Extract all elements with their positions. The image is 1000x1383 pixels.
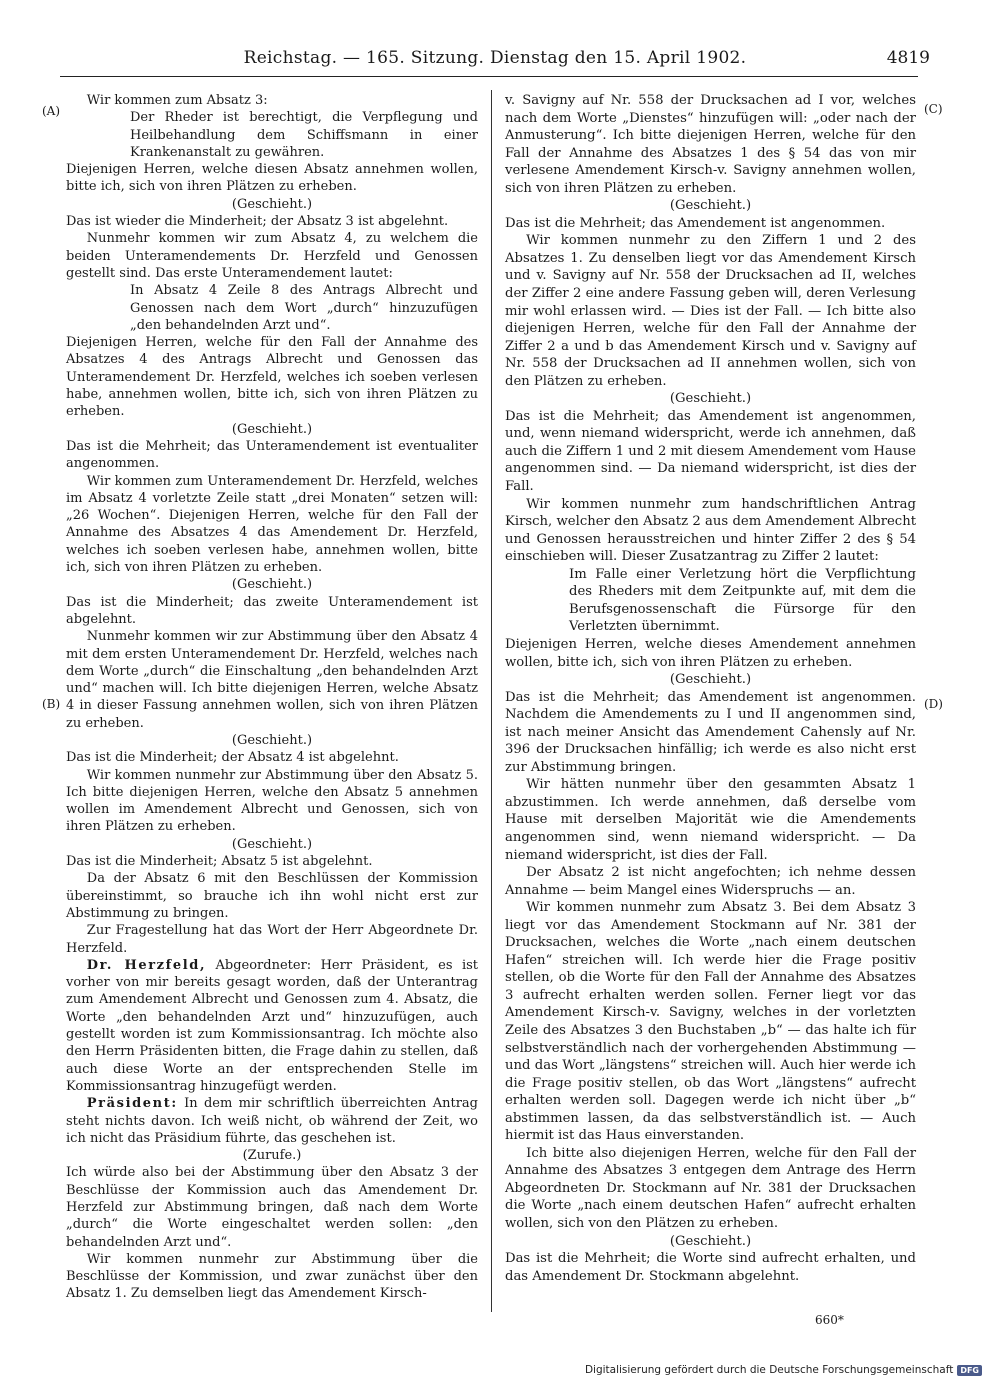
stage-direction: (Geschieht.)	[669, 672, 752, 688]
stage-direction: (Geschieht.)	[231, 836, 313, 852]
paragraph: Ich würde also bei der Abstimmung über den Absatz 3 der Beschlüsse der Kommission auch das Amendement Dr. Herzfeld zur Abstimmung bringen, daß nach dem Worte „durch“ die Worte eingeschaltet werden sollen: „den behandelnden Arzt und“.	[66, 1165, 478, 1250]
right-column	[505, 92, 916, 1285]
stage-direction: (Geschieht.)	[669, 198, 752, 214]
paragraph: In Absatz 4 Zeile 8 des Antrags Albrecht und Genossen nach dem Wort „durch“ hinzuzufügen „den behandelnden Arzt und“.	[130, 283, 478, 333]
stage-direction: (Geschieht.)	[669, 1233, 752, 1249]
speaker-name: Dr. Herzfeld,	[86, 957, 207, 973]
paragraph: Diejenigen Herren, welche für den Fall der Annahme des Absatzes 4 des Antrags Albrecht und Genossen das Unteramendement Dr. Herzfeld, welches ich soeben verlesen habe, annehmen wollen, bitte ich, sich von ihren Plätzen zu erheben.	[66, 335, 478, 420]
paragraph: Wir hätten nunmehr über den gesammten Absatz 1 abzustimmen. Ich werde annehmen, daß derselbe vom Hause mit derselben Majorität wie die Amendements angenommen sind, wenn niemand widerspricht. — Da niemand widerspricht, ist dies der Fall.	[505, 777, 916, 863]
paragraph: Diejenigen Herren, welche diesen Absatz annehmen wollen, bitte ich, sich von ihren Plätzen zu erheben.	[66, 162, 478, 195]
page-number: 4819	[886, 48, 930, 68]
stage-direction: (Geschieht.)	[231, 196, 313, 212]
paragraph: Wir kommen nunmehr zum Absatz 3. Bei dem Absatz 3 liegt vor das Amendement Stockmann auf Nr. 381 der Drucksachen, welches die Worte „nach einem deutschen Hafen“ streichen will. Ich werde hier die Frage positiv stellen, ob die Worte für den Fall der Annahme des Absatzes 3 aufrecht erhalten werden sollen. Ferner liegt vor das Amendement Kirsch-v. Savigny, welches in der vorletzten Zeile des Absatzes 3 den Buchstaben „b“ — das halte ich für selbstverständlich nach der vorhergehenden Abstimmung — und das Wort „längstens“ streichen will. Auch hier werde ich die Frage positiv stellen, ob das Wort „längstens“ aufrecht erhalten werden soll. Dagegen werde ich nicht über „b“ abstimmen lassen, da das selbstverständlich ist. — Auch hiermit ist das Haus einverstanden.	[505, 900, 916, 1144]
stage-direction: (Geschieht.)	[669, 391, 752, 407]
paragraph	[66, 1095, 478, 1147]
paragraph: Ich bitte also diejenigen Herren, welche für den Fall der Annahme des Absatzes 3 entgegen dem Antrage des Herrn Abgeordneten Dr. Stockmann auf Nr. 381 der Drucksachen die Worte „nach einem deutschen Hafen“ aufrecht erhalten wollen, sich von den Plätzen zu erheben.	[505, 1145, 916, 1231]
signature-mark: 660*	[815, 1313, 844, 1327]
paragraph: Im Falle einer Verletzung hört die Verpflichtung des Rheders mit dem Zeitpunkte auf, mit dem die Berufsgenossenschaft die Fürsorge für den Verletzten übernimmt.	[569, 566, 916, 635]
paragraph: Diejenigen Herren, welche dieses Amendement annehmen wollen, bitte ich, sich von ihren Plätzen zu erheben.	[505, 636, 916, 670]
paragraph: Das ist die Minderheit; das zweite Unteramendement ist abgelehnt.	[66, 594, 478, 627]
stage-direction: (Geschieht.)	[231, 732, 313, 748]
paragraph	[66, 957, 478, 1095]
paragraph: Wir kommen nunmehr zur Abstimmung über den Absatz 5. Ich bitte diejenigen Herren, welche den Absatz 5 annehmen wollen im Amendement Albrecht und Genossen, sich von ihren Plätzen zu erheben.	[66, 767, 478, 835]
paragraph: Das ist die Mehrheit; das Unteramendement ist eventualiter angenommen.	[66, 438, 478, 472]
footer-text: Digitalisierung gefördert durch die Deutsche Forschungsgemeinschaft	[584, 1364, 954, 1376]
header-rule	[60, 76, 918, 77]
paragraph: Das ist die Mehrheit; das Amendement ist angenommen, und, wenn niemand widerspricht, werde ich annehmen, daß auch die Ziffern 1 und 2 mit diesem Amendement vom Hause angenommen sind. — Da niemand widerspricht, ist dies der Fall.	[505, 408, 916, 495]
stage-direction: (Geschieht.)	[231, 577, 313, 593]
margin-marker-d: (D)	[924, 697, 943, 711]
dfg-logo: DFG	[957, 1365, 982, 1376]
stage-direction: (Zurufe.)	[242, 1148, 302, 1164]
paragraph: Das ist die Minderheit; der Absatz 4 ist abgelehnt.	[66, 750, 399, 766]
paragraph: Da der Absatz 6 mit den Beschlüssen der Kommission übereinstimmt, so brauche ich ihn wohl nicht erst zur Abstimmung zu bringen.	[66, 871, 478, 921]
paragraph: Zur Fragestellung hat das Wort der Herr Abgeordnete Dr. Herzfeld.	[66, 923, 478, 956]
paragraph: Wir kommen nunmehr zum handschriftlichen Antrag Kirsch, welcher den Absatz 2 aus dem Amendement Albrecht und Genossen herausstreichen und hinter Ziffer 2 des § 54 einschieben will. Dieser Zusatzantrag zu Ziffer 2 lautet:	[505, 496, 916, 565]
paragraph: Das ist die Mehrheit; das Amendement ist angenommen.	[505, 215, 886, 231]
paragraph: Wir kommen nunmehr zur Abstimmung über die Beschlüsse der Kommission, und zwar zunächst über den Absatz 1. Zu demselben liegt das Amendement Kirsch-	[66, 1251, 478, 1302]
paragraph: Der Absatz 2 ist nicht angefochten; ich nehme dessen Annahme — beim Mangel eines Widerspruchs — an.	[505, 865, 916, 898]
margin-marker-a: (A)	[42, 104, 61, 118]
paragraph: Das ist wieder die Minderheit; der Absatz 3 ist abgelehnt.	[66, 214, 449, 230]
paragraph: Das ist die Minderheit; Absatz 5 ist abgelehnt.	[66, 854, 373, 870]
speaker-name: Präsident:	[86, 1096, 178, 1112]
digitization-footer	[585, 1364, 982, 1376]
paragraph: Wir kommen nunmehr zu den Ziffern 1 und 2 des Absatzes 1. Zu denselben liegt vor das Amendement Kirsch und v. Savigny auf Nr. 558 der Drucksachen ad II, welches der Ziffer 2 eine andere Fassung geben will, deren Verlesung mir wohl erlassen wird. — Dies ist der Fall. — Ich bitte also diejenigen Herren, welche für den Fall der Annahme der Ziffer 2 a und b das Amendement Kirsch und v. Savigny auf Nr. 558 der Drucksachen ad II annehmen wollen, sich von den Plätzen zu erheben.	[505, 233, 916, 389]
left-column	[66, 92, 478, 1303]
speech-text: In dem mir schriftlich überreichten Antrag steht nichts davon. Ich weiß nicht, ob während der Zeit, wo ich nicht das Präsidium führte, das geschehen ist.	[66, 1096, 478, 1146]
paragraph: Der Rheder ist berechtigt, die Verpflegung und Heilbehandlung dem Schiffsmann in einer Krankenanstalt zu gewähren.	[130, 110, 478, 160]
paragraph: Nunmehr kommen wir zur Abstimmung über den Absatz 4 mit dem ersten Unteramendement Dr. Herzfeld, welches nach dem Worte „durch“ die Einschaltung „den behandelnden Arzt und“ machen will. Ich bitte diejenigen Herren, welche Absatz 4 in dieser Fassung annehmen wollen, sich von ihren Plätzen zu erheben.	[66, 629, 478, 731]
stage-direction: (Geschieht.)	[231, 421, 313, 437]
paragraph: Das ist die Mehrheit; das Amendement ist angenommen. Nachdem die Amendements zu I und II angenommen sind, ist nach meiner Ansicht das Amendement Cahensly auf Nr. 396 der Drucksachen hinfällig; ich werde es also nicht erst zur Abstimmung bringen.	[505, 689, 916, 775]
paragraph: Wir kommen zum Absatz 3:	[86, 93, 268, 108]
margin-marker-c: (C)	[924, 102, 943, 116]
paragraph: Wir kommen zum Unteramendement Dr. Herzfeld, welches im Absatz 4 vorletzte Zeile statt „drei Monaten“ setzen will: „26 Wochen“. Diejenigen Herren, welche für den Fall der Annahme des Absatzes 4 das Amendement Dr. Herzfeld, welches ich soeben verlesen habe, annehmen wollen, bitte ich, sich von ihren Plätzen zu erheben.	[66, 473, 478, 576]
paragraph: Das ist die Mehrheit; die Worte sind aufrecht erhalten, und das Amendement Dr. Stockmann abgelehnt.	[505, 1251, 916, 1284]
speech-text: Abgeordneter: Herr Präsident, es ist vorher von mir bereits gesagt worden, daß der Unterantrag zum Amendement Albrecht und Genossen zum 4. Absatz, die Worte „den behandelnden Arzt und“ hinzuzufügen, auch gestellt worden ist zum Kommissionsantrag. Ich möchte also den Herrn Präsidenten bitten, die Frage dahin zu stellen, daß auch diese Worte an der entsprechenden Stelle im Kommissionsantrag hinzugefügt werden.	[66, 957, 478, 1094]
page-header	[60, 48, 930, 74]
paragraph: v. Savigny auf Nr. 558 der Drucksachen ad I vor, welches nach dem Worte „Dienstes“ hinzufügen will: „oder nach der Anmusterung“. Ich bitte diejenigen Herren, welche für den Fall der Annahme des Absatzes 1 des § 54 das von mir verlesene Amendement Kirsch-v. Savigny annehmen wollen, sich von ihren Plätzen zu erheben.	[505, 93, 916, 196]
paragraph: Nunmehr kommen wir zum Absatz 4, zu welchem die beiden Unteramendements Dr. Herzfeld und Genossen gestellt sind. Das erste Unteramendement lautet:	[66, 231, 478, 281]
page-title: Reichstag. — 165. Sitzung. Dienstag den 15. April 1902.	[243, 48, 747, 68]
margin-marker-b: (B)	[42, 697, 61, 711]
column-divider	[491, 90, 492, 1312]
